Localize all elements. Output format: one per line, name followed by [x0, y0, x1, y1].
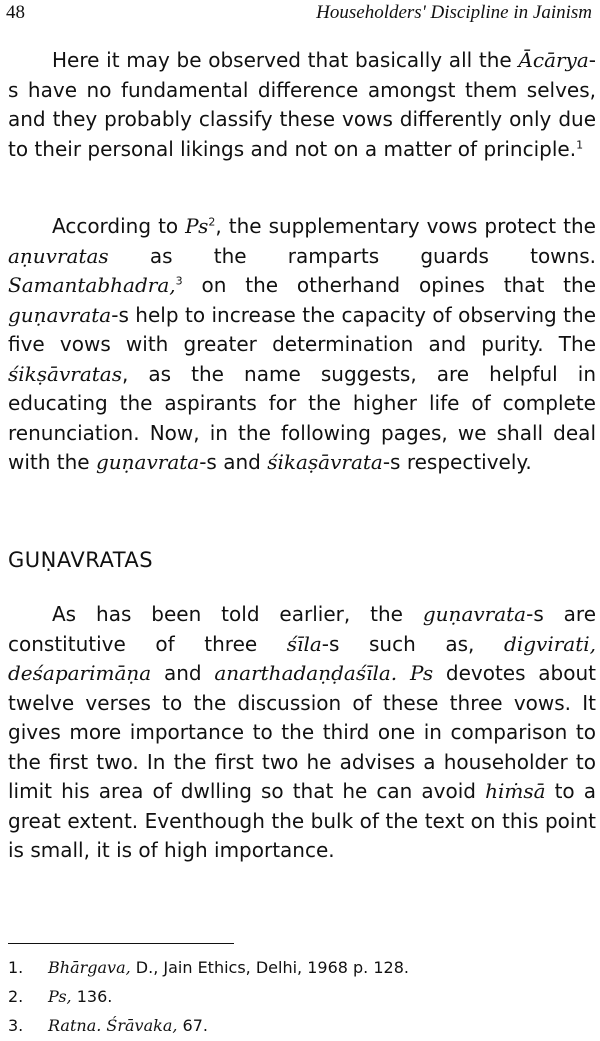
footnote-ref-3: 3: [175, 274, 183, 288]
footnote-ref-2: 2: [208, 215, 216, 229]
footnote-list: [8, 953, 409, 1040]
page-number: 48: [6, 2, 25, 23]
footnote-ref-1: 1: [576, 137, 584, 151]
footnote-item: 1. Bhārgava, D., Jain Ethics, Delhi, 1968 p. 128.: [8, 958, 409, 977]
paragraph-3: As has been told earlier, the guṇavrata-s are constitutive of three śīla-s such as, digvirati, deśaparimāṇa and anarthadaṇḍaśīla. Ps devotes about twelve verses to the discussion of these three vows. It gives more importance to the third one in comparison to the first two. In the first two he advises a householder to limit his area of dwlling so that he can avoid hiṁsā to a great extent. Eventhough the bulk of the text on this point is small, it is of high importance.: [8, 602, 597, 862]
footnote-item: 2. Ps, 136.: [8, 987, 113, 1006]
footnote-divider: [8, 943, 234, 944]
footnote-item: 3. Ratna. Śrāvaka, 67.: [8, 1016, 208, 1035]
section-heading: GUṆAVRATAS: [8, 548, 154, 572]
paragraph-2: According to Ps$^2$, the supplementary vows protect the aṇuvratas as the ramparts guards towns. Samantabhadra,$^3$ on the otherhand opines that the guṇavrata-s help to increase the capacity of observing the five vows with greater determination and purity. The śikṣāvratas, as the name suggests, are helpful in educating the aspirants for the higher life of complete renunciation. Now, in the following pages, we shall deal with the guṇavrata-s and śikaṣāvrata-s respectively.: [8, 214, 596, 474]
paragraph-1: Here it may be observed that basically all the Ācārya-s have no fundamental difference amongst them selves, and they probably classify these vows differently only due to their personal likings and not on a matter of principle.$^1$: [8, 48, 596, 161]
running-title: Householders' Discipline in Jainism: [316, 2, 592, 23]
running-header: [6, 2, 592, 28]
